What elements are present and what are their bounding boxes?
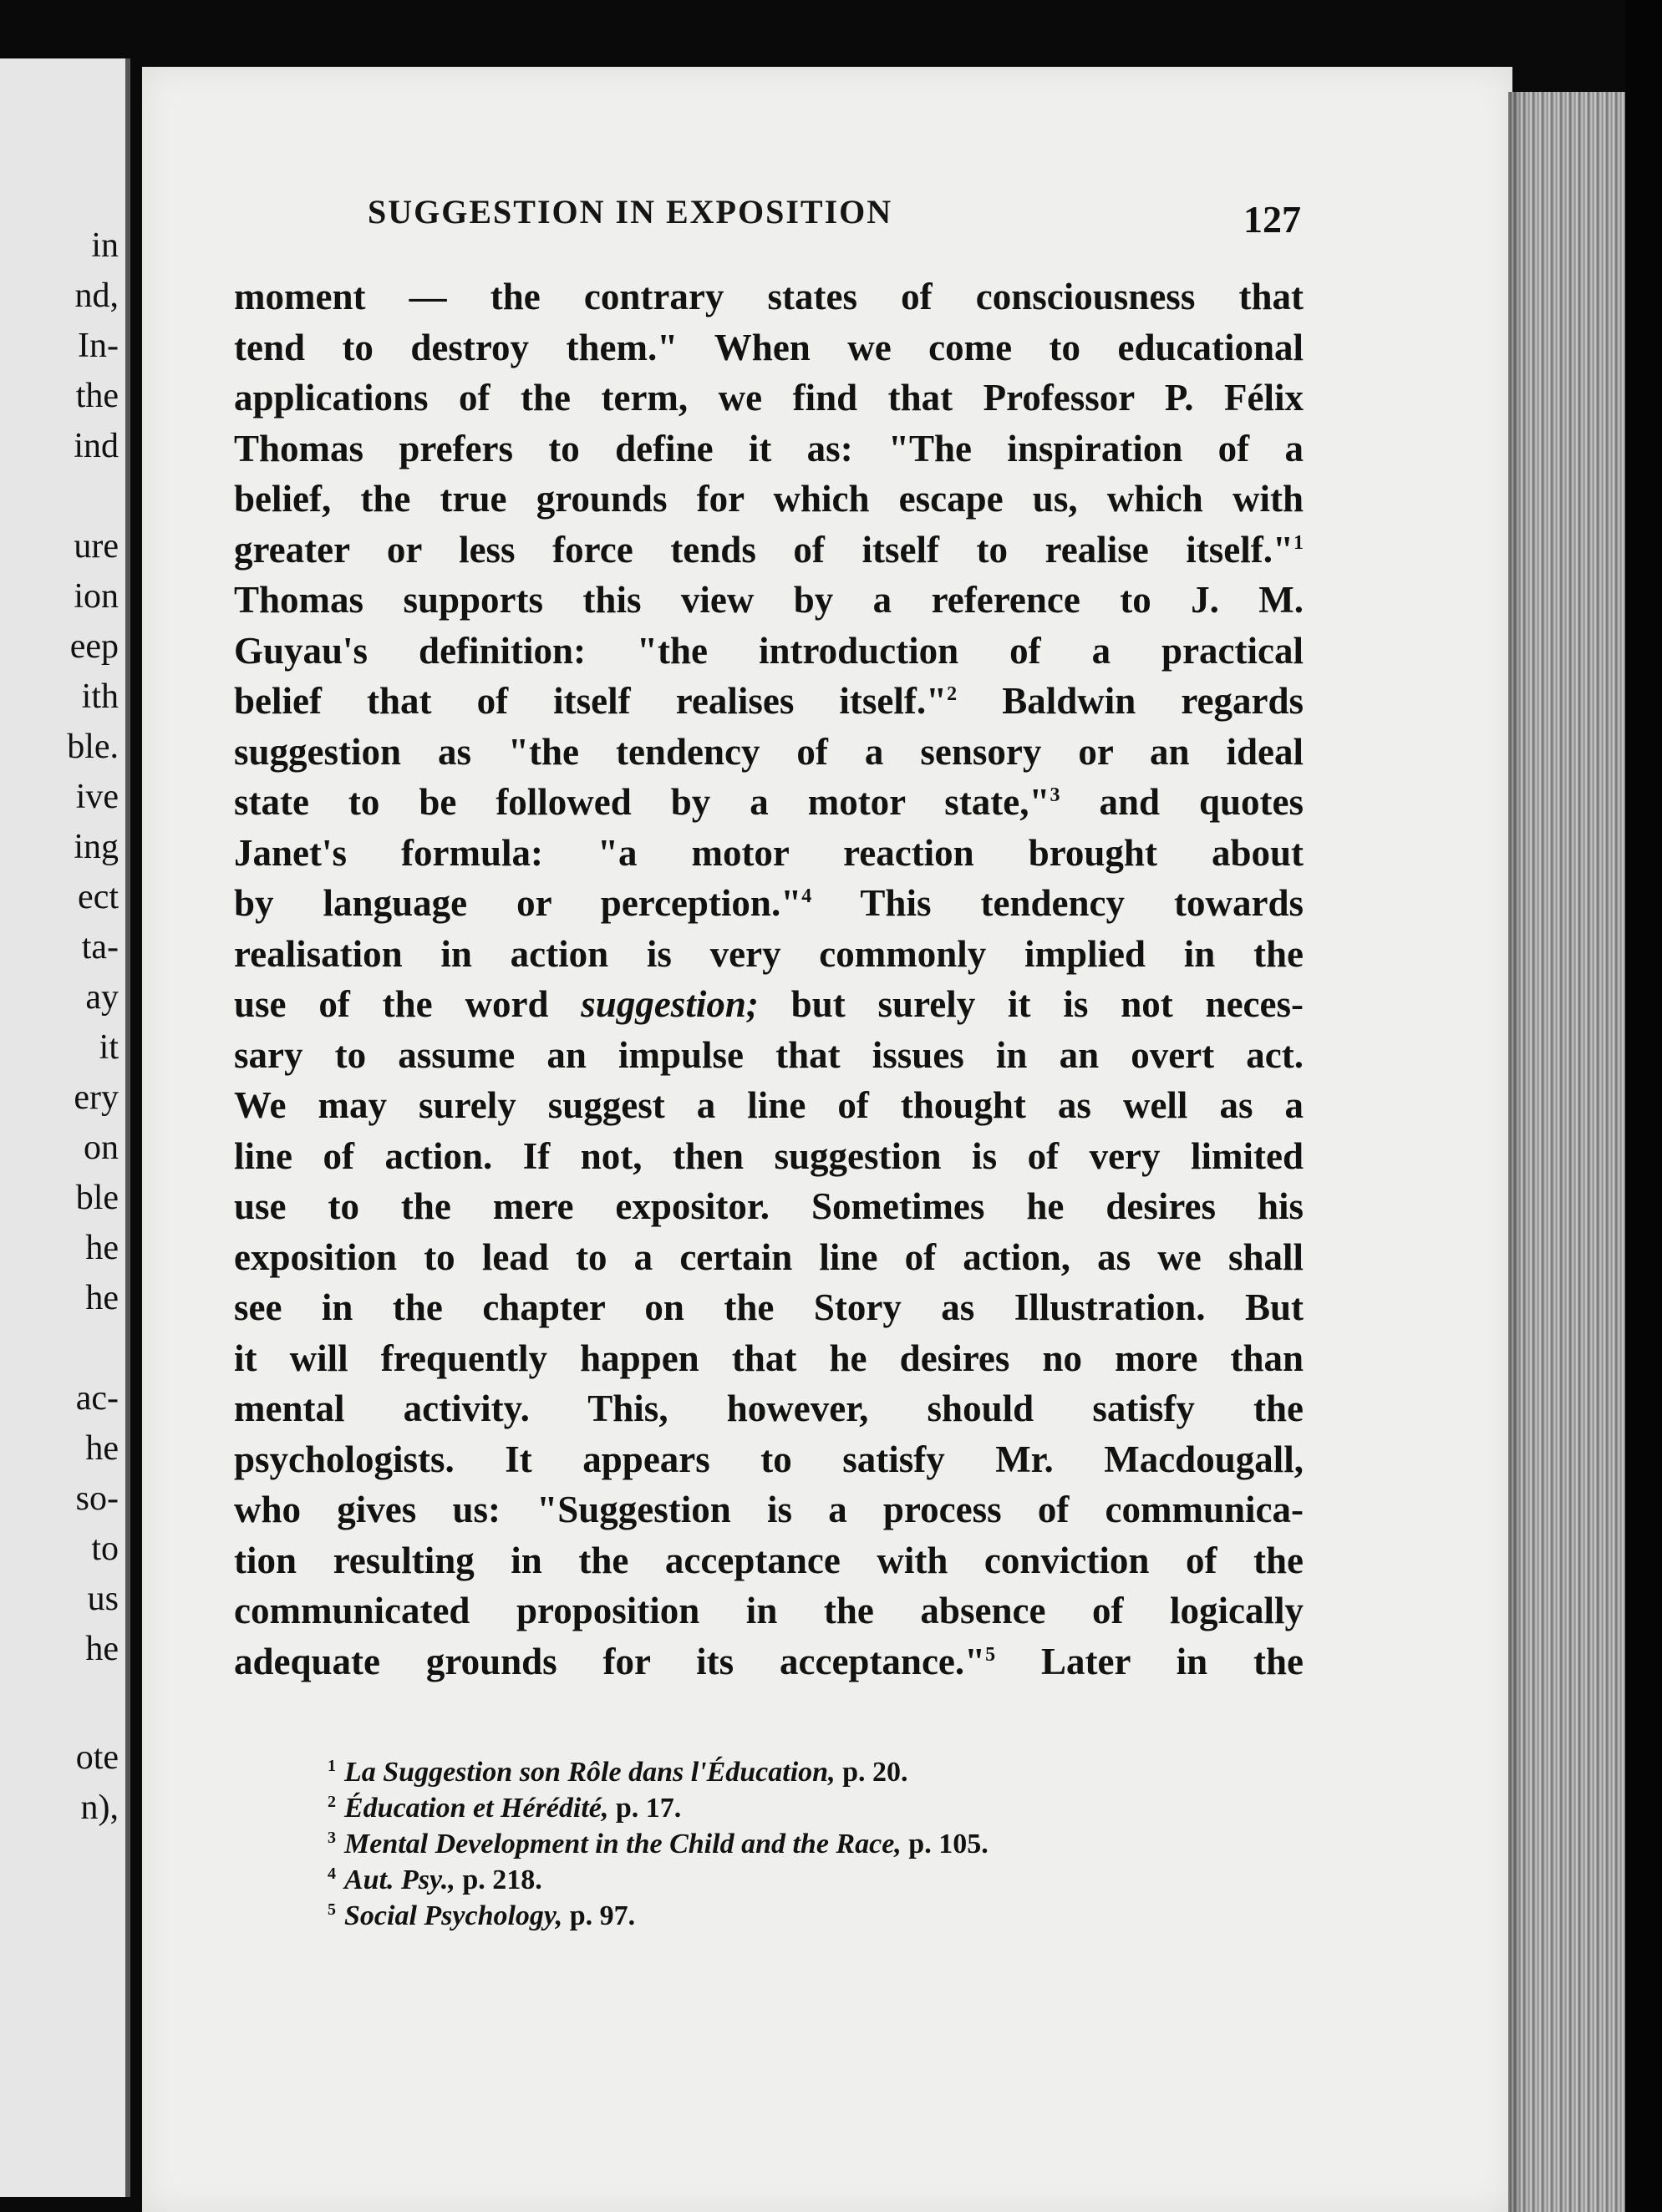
left-page-word: nd,	[74, 276, 119, 315]
left-page-word: to	[91, 1530, 119, 1568]
text-segment: it will frequently happen that he desires no more than	[234, 1337, 1304, 1379]
text-segment: by language or perception."	[234, 882, 802, 924]
left-page-word: ble	[75, 1179, 119, 1217]
footnote	[328, 1754, 1247, 1790]
footnote-title: Aut. Psy.,	[344, 1864, 455, 1895]
text-segment: We may surely suggest a line of thought as well as a	[234, 1084, 1304, 1126]
text-segment: adequate grounds for its acceptance."	[234, 1640, 986, 1682]
footnote-page-ref: p. 105.	[901, 1829, 989, 1859]
scan-border	[1625, 0, 1662, 2212]
footnote-marker: 5	[985, 1643, 996, 1666]
text-line	[234, 424, 1304, 474]
footnote-marker: 3	[1050, 784, 1060, 806]
text-line	[234, 979, 1304, 1030]
footnote-title: Social Psychology,	[344, 1900, 563, 1931]
text-line	[234, 1434, 1304, 1485]
left-page-word: he	[85, 1630, 119, 1668]
text-line	[234, 1636, 1304, 1687]
text-line	[234, 1282, 1304, 1333]
text-line	[234, 322, 1304, 373]
text-line	[234, 1131, 1304, 1182]
footnote	[328, 1898, 1247, 1934]
left-page-word: ta-	[81, 928, 119, 966]
footnotes	[328, 1754, 1247, 1934]
text-line	[234, 271, 1304, 322]
footnote-number: 4	[328, 1864, 336, 1883]
left-page-word: he	[85, 1279, 119, 1317]
left-page-word: n),	[80, 1788, 119, 1827]
left-page-word: In-	[78, 327, 119, 365]
text-line	[234, 373, 1304, 424]
footnote-page-ref: p. 97.	[562, 1900, 636, 1931]
italic-term: suggestion;	[581, 983, 759, 1025]
running-title: SUGGESTION IN EXPOSITION	[368, 193, 893, 231]
footnote-number: 5	[328, 1900, 336, 1919]
text-segment: tion resulting in the acceptance with conviction of the	[234, 1539, 1304, 1581]
left-page-word: it	[99, 1028, 119, 1067]
text-segment: state to be followed by a motor state,"	[234, 781, 1050, 823]
left-page-word: ith	[81, 677, 119, 716]
left-page-word: ind	[74, 427, 119, 465]
text-segment: greater or less force tends of itself to realise itself."	[234, 528, 1294, 571]
left-page-word: ion	[74, 577, 119, 616]
footnote-title: Mental Development in the Child and the Race,	[344, 1829, 902, 1859]
left-page-word: ect	[78, 878, 119, 916]
left-page-word: ery	[74, 1078, 119, 1117]
footnote-number: 2	[328, 1792, 336, 1811]
text-segment: belief that of itself realises itself."	[234, 680, 948, 722]
text-segment: who gives us: "Suggestion is a process of communica-	[234, 1489, 1304, 1530]
text-line	[234, 1232, 1304, 1283]
left-page-word: in	[91, 226, 119, 265]
footnote-page-ref: p. 218.	[455, 1864, 542, 1895]
text-segment: but surely it is not neces-	[758, 983, 1304, 1025]
footnote-page-ref: p. 20.	[835, 1757, 908, 1788]
text-line	[234, 1484, 1304, 1535]
text-line	[234, 575, 1304, 626]
footnote-marker: 2	[947, 683, 958, 705]
text-line	[234, 1181, 1304, 1232]
text-line	[234, 626, 1304, 677]
left-page-word: ive	[75, 778, 119, 816]
page-edges	[1508, 92, 1625, 2212]
text-segment: Baldwin regards	[957, 680, 1304, 722]
text-segment: applications of the term, we find that Professor P. Félix	[234, 377, 1304, 419]
left-page-word: ble.	[67, 728, 119, 766]
text-line	[234, 1333, 1304, 1384]
text-segment: sary to assume an impulse that issues in an overt act.	[234, 1033, 1304, 1076]
text-segment: Thomas prefers to define it as: "The inspiration of a	[234, 427, 1304, 469]
text-line	[234, 474, 1304, 525]
footnote-title: La Suggestion son Rôle dans l'Éducation,	[344, 1757, 836, 1788]
text-segment: belief, the true grounds for which escape us, which with	[234, 478, 1304, 520]
text-segment: communicated proposition in the absence of logically	[234, 1590, 1304, 1631]
footnote-title: Éducation et Hérédité,	[344, 1793, 609, 1824]
text-line	[234, 929, 1304, 980]
text-segment: Janet's formula: "a motor reaction brought about	[234, 831, 1304, 874]
text-segment: use to the mere expositor. Sometimes he desires his	[234, 1185, 1304, 1227]
text-line	[234, 727, 1304, 778]
text-line	[234, 1383, 1304, 1434]
left-page-word: he	[85, 1429, 119, 1468]
page-number: 127	[1243, 198, 1301, 241]
left-page-word: the	[75, 377, 119, 415]
text-line	[234, 878, 1304, 929]
left-page-word: he	[85, 1229, 119, 1267]
text-line	[234, 1535, 1304, 1586]
text-segment: Guyau's definition: "the introduction of a practical	[234, 629, 1304, 672]
text-segment: exposition to lead to a certain line of action, as we shall	[234, 1235, 1304, 1278]
text-segment: Thomas supports this view by a reference to J. M.	[234, 579, 1304, 621]
text-segment: psychologists. It appears to satisfy Mr. Macdougall,	[234, 1438, 1304, 1480]
footnote	[328, 1862, 1247, 1898]
text-line	[234, 676, 1304, 727]
text-segment: line of action. If not, then suggestion is of very limited	[234, 1134, 1304, 1177]
footnote-number: 3	[328, 1828, 336, 1847]
previous-page-strip	[0, 58, 130, 2197]
text-segment: suggestion as "the tendency of a sensory or an ideal	[234, 730, 1304, 773]
footnote	[328, 1826, 1247, 1862]
text-line	[234, 525, 1304, 576]
left-page-word: ure	[74, 527, 119, 566]
footnote-number: 1	[328, 1756, 336, 1775]
left-page-word: eep	[69, 627, 119, 666]
body-text	[234, 271, 1304, 1687]
text-line	[234, 1030, 1304, 1081]
left-page-word: so-	[75, 1479, 119, 1518]
text-segment: This tendency towards	[811, 882, 1304, 924]
left-page-word: ing	[74, 828, 119, 866]
text-line	[234, 1585, 1304, 1636]
footnote-marker: 4	[801, 885, 812, 907]
footnote	[328, 1790, 1247, 1826]
text-segment: Later in the	[995, 1640, 1304, 1682]
footnote-marker: 1	[1294, 531, 1304, 554]
text-segment: mental activity. This, however, should satisfy the	[234, 1388, 1304, 1429]
left-page-word: us	[87, 1580, 119, 1618]
text-segment: and quotes	[1060, 781, 1304, 823]
text-segment: moment — the contrary states of consciousness that	[234, 276, 1304, 317]
text-segment: realisation in action is very commonly implied in the	[234, 932, 1304, 975]
left-page-word: ay	[85, 978, 119, 1017]
text-segment: use of the word	[234, 983, 582, 1025]
left-page-word: ac-	[75, 1379, 119, 1418]
text-segment: see in the chapter on the Story as Illustration. But	[234, 1286, 1304, 1328]
footnote-page-ref: p. 17.	[608, 1793, 682, 1824]
left-page-word: ote	[75, 1738, 119, 1777]
text-line	[234, 777, 1304, 828]
left-page-word: on	[84, 1129, 119, 1167]
text-line	[234, 1080, 1304, 1131]
text-segment: tend to destroy them." When we come to educational	[234, 326, 1304, 368]
text-line	[234, 828, 1304, 879]
